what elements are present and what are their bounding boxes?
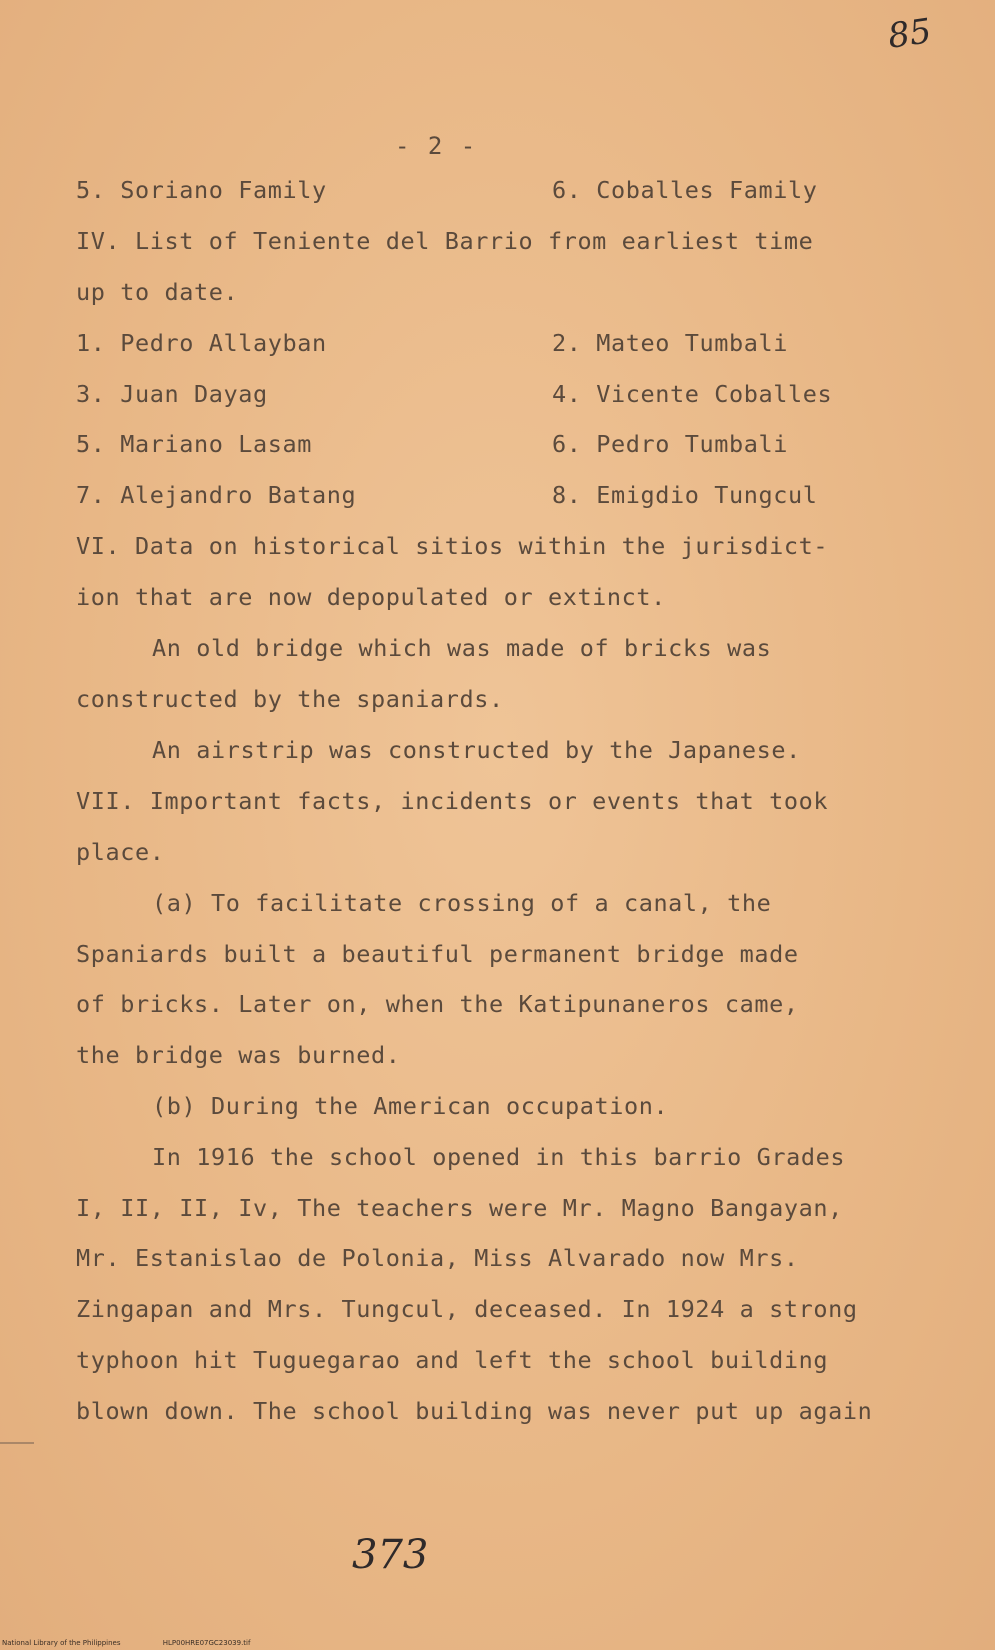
paragraph-b-line: In 1916 the school opened in this barrio Grades bbox=[152, 1143, 846, 1171]
paragraph-b-line: blown down. The school building was never put up again bbox=[76, 1397, 873, 1425]
paragraph-a-line: of bricks. Later on, when the Katipunaneros came, bbox=[76, 990, 799, 1018]
teniente-item: 5. Mariano Lasam bbox=[76, 430, 312, 458]
section-iv-heading: IV. List of Teniente del Barrio from earliest time bbox=[76, 227, 814, 255]
handwritten-page-number-top: 85 bbox=[885, 11, 934, 57]
paragraph-a-line: (a) To facilitate crossing of a canal, the bbox=[152, 889, 772, 917]
section-iv-heading-cont: up to date. bbox=[76, 278, 239, 306]
teniente-item: 2. Mateo Tumbali bbox=[552, 329, 788, 357]
paragraph-b-line: Zingapan and Mrs. Tungcul, deceased. In 1924 a strong bbox=[76, 1295, 858, 1323]
family-item-right: 6. Coballes Family bbox=[552, 176, 818, 204]
footer-file: HLP00HRE07GC23039.tif bbox=[162, 1639, 251, 1647]
teniente-item: 3. Juan Dayag bbox=[76, 380, 268, 408]
paragraph-b-line: I, II, II, Iv, The teachers were Mr. Magno Bangayan, bbox=[76, 1194, 843, 1222]
teniente-item: 1. Pedro Allayban bbox=[76, 329, 327, 357]
section-vi-heading: VI. Data on historical sitios within the jurisdict- bbox=[76, 532, 829, 560]
family-item-left: 5. Soriano Family bbox=[76, 176, 327, 204]
section-vi-paragraph-cont: constructed by the spaniards. bbox=[76, 685, 504, 713]
section-vi-heading-cont: ion that are now depopulated or extinct. bbox=[76, 583, 666, 611]
paragraph-b-line: Mr. Estanislao de Polonia, Miss Alvarado now Mrs. bbox=[76, 1244, 799, 1272]
margin-mark bbox=[0, 1442, 34, 1444]
scan-footer bbox=[2, 1639, 290, 1647]
section-vi-paragraph: An old bridge which was made of bricks was bbox=[152, 634, 772, 662]
paragraph-a-line: the bridge was burned. bbox=[76, 1041, 401, 1069]
teniente-item: 8. Emigdio Tungcul bbox=[552, 481, 818, 509]
section-vii-heading-cont: place. bbox=[76, 838, 165, 866]
paragraph-b-line: typhoon hit Tuguegarao and left the school building bbox=[76, 1346, 829, 1374]
teniente-item: 7. Alejandro Batang bbox=[76, 481, 357, 509]
paragraph-a-line: Spaniards built a beautiful permanent bridge made bbox=[76, 940, 799, 968]
paragraph-b-heading: (b) During the American occupation. bbox=[152, 1092, 669, 1120]
teniente-item: 6. Pedro Tumbali bbox=[552, 430, 788, 458]
page-header: - 2 - bbox=[395, 132, 478, 160]
section-vii-heading: VII. Important facts, incidents or events that took bbox=[76, 787, 829, 815]
footer-source: National Library of the Philippines bbox=[2, 1639, 121, 1647]
handwritten-page-number-bottom: 373 bbox=[352, 1532, 429, 1578]
section-vi-paragraph: An airstrip was constructed by the Japanese. bbox=[152, 736, 801, 764]
teniente-item: 4. Vicente Coballes bbox=[552, 380, 833, 408]
